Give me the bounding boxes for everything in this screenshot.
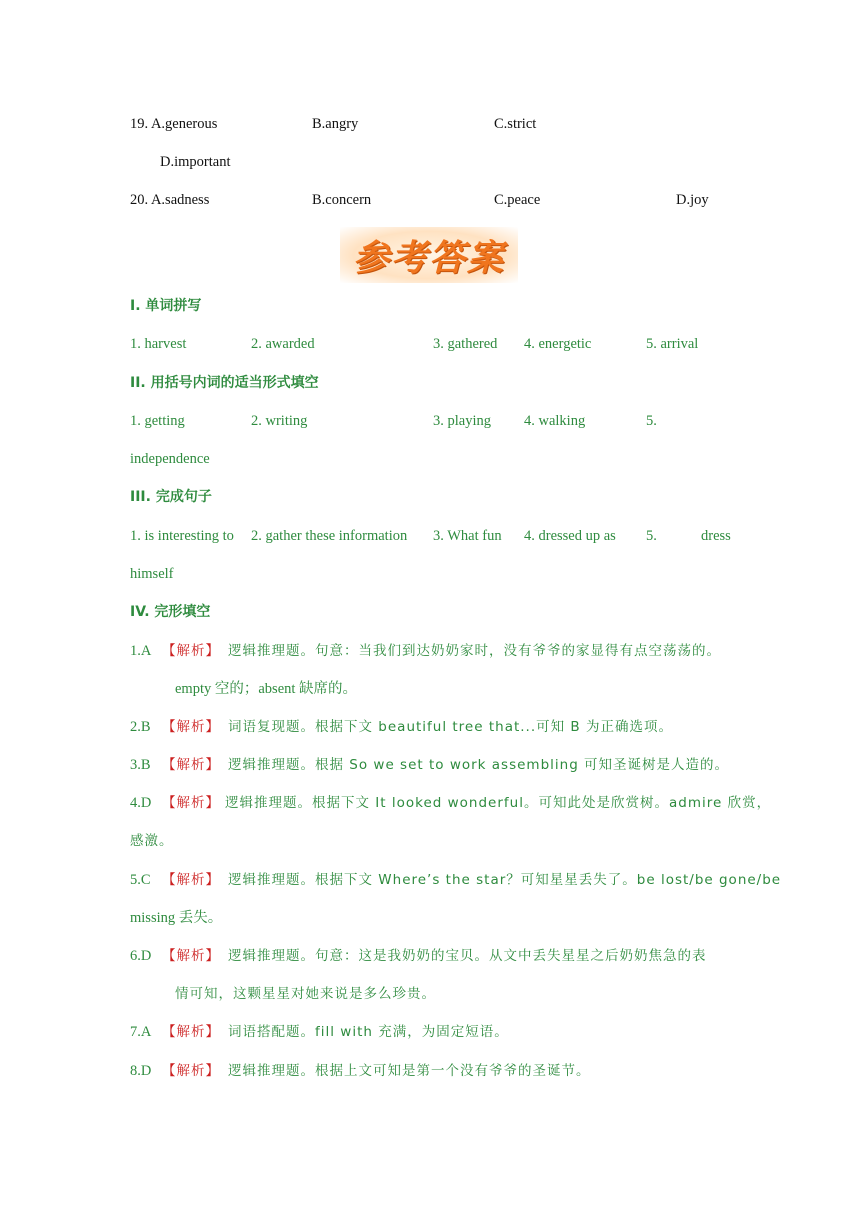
s1-answer-2: 2. awarded: [251, 336, 315, 352]
section-1-title: I. 单词拼写: [130, 298, 202, 314]
s4-answer-5-number: 5.C: [130, 872, 151, 888]
s4-answer-1-explanation: 逻辑推理题。句意：当我们到达奶奶家时，没有爷爷的家显得有点空荡荡的。: [228, 643, 721, 659]
s4-answer-1-continued: empty 空的；absent 缺席的。: [175, 681, 358, 697]
s2-answer-1: 1. getting: [130, 413, 185, 429]
answer-key-banner: [340, 227, 518, 283]
q19-option-d: D.important: [160, 154, 231, 170]
s4-answer-8-number: 8.D: [130, 1063, 152, 1079]
s1-answer-5: 5. arrival: [646, 336, 699, 352]
s2-answer-2: 2. writing: [251, 413, 308, 429]
analysis-tag: 【解析】: [162, 643, 220, 659]
s4-answer-7-number: 7.A: [130, 1024, 152, 1040]
s3-answer-5-continued: himself: [130, 566, 174, 582]
q19-option-b: B.angry: [312, 116, 359, 132]
s4-answer-7-explanation: 词语搭配题。fill with 充满，为固定短语。: [228, 1024, 509, 1040]
s3-answer-1: 1. is interesting to: [130, 528, 234, 544]
q20-option-b: B.concern: [312, 192, 372, 208]
analysis-tag: 【解析】: [162, 795, 220, 811]
s4-answer-1-number: 1.A: [130, 643, 152, 659]
s4-answer-4-continued: 感激。: [130, 833, 174, 849]
analysis-tag: 【解析】: [162, 948, 220, 964]
s1-answer-1: 1. harvest: [130, 336, 187, 352]
s2-answer-5-continued: independence: [130, 451, 210, 467]
section-4-title: IV. 完形填空: [130, 604, 211, 620]
section-2-title: II. 用括号内词的适当形式填空: [130, 375, 319, 391]
s4-answer-5-continued: missing 丢失。: [130, 910, 223, 926]
s4-answer-6-number: 6.D: [130, 948, 152, 964]
q19-option-c: C.strict: [494, 116, 537, 132]
s1-answer-3: 3. gathered: [433, 336, 498, 352]
s3-answer-3: 3. What fun: [433, 528, 502, 544]
s4-answer-6-continued: 情可知，这颗星星对她来说是多么珍贵。: [175, 986, 436, 1002]
s4-answer-8-explanation: 逻辑推理题。根据上文可知是第一个没有爷爷的圣诞节。: [228, 1063, 591, 1079]
analysis-tag: 【解析】: [162, 757, 220, 773]
s4-answer-6-explanation: 逻辑推理题。句意：这是我奶奶的宝贝。从文中丢失星星之后奶奶焦急的表: [228, 948, 707, 964]
s4-answer-2-explanation: 词语复现题。根据下文 beautiful tree that...可知 B 为正确选项。: [228, 719, 673, 735]
q20-option-c: C.peace: [494, 192, 541, 208]
s2-answer-3: 3. playing: [433, 413, 491, 429]
s4-answer-2-number: 2.B: [130, 719, 151, 735]
q19-option-a: 19. A.generous: [130, 116, 218, 132]
s3-answer-5: 5.: [646, 528, 657, 544]
q20-option-a: 20. A.sadness: [130, 192, 210, 208]
analysis-tag: 【解析】: [162, 872, 220, 888]
s4-answer-3-number: 3.B: [130, 757, 151, 773]
section-3-title: III. 完成句子: [130, 489, 212, 505]
s4-answer-3-explanation: 逻辑推理题。根据 So we set to work assembling 可知圣诞树是人造的。: [228, 757, 730, 773]
q20-option-d: D.joy: [676, 192, 709, 208]
s1-answer-4: 4. energetic: [524, 336, 592, 352]
s4-answer-5-explanation: 逻辑推理题。根据下文 Where’s the star？可知星星丢失了。be lost/be gone/be: [228, 872, 782, 888]
s3-answer-4: 4. dressed up as: [524, 528, 616, 544]
analysis-tag: 【解析】: [162, 719, 220, 735]
s4-answer-4-explanation: 逻辑推理题。根据下文 It looked wonderful。可知此处是欣赏树。admire 欣赏，: [225, 795, 772, 811]
s3-answer-2: 2. gather these information: [251, 528, 408, 544]
answer-key-banner-text: 参考答案: [352, 236, 505, 279]
analysis-tag: 【解析】: [162, 1063, 220, 1079]
s3-answer-5-word: dress: [701, 528, 731, 544]
s2-answer-5: 5.: [646, 413, 657, 429]
s4-answer-4-number: 4.D: [130, 795, 152, 811]
s2-answer-4: 4. walking: [524, 413, 586, 429]
analysis-tag: 【解析】: [162, 1024, 220, 1040]
